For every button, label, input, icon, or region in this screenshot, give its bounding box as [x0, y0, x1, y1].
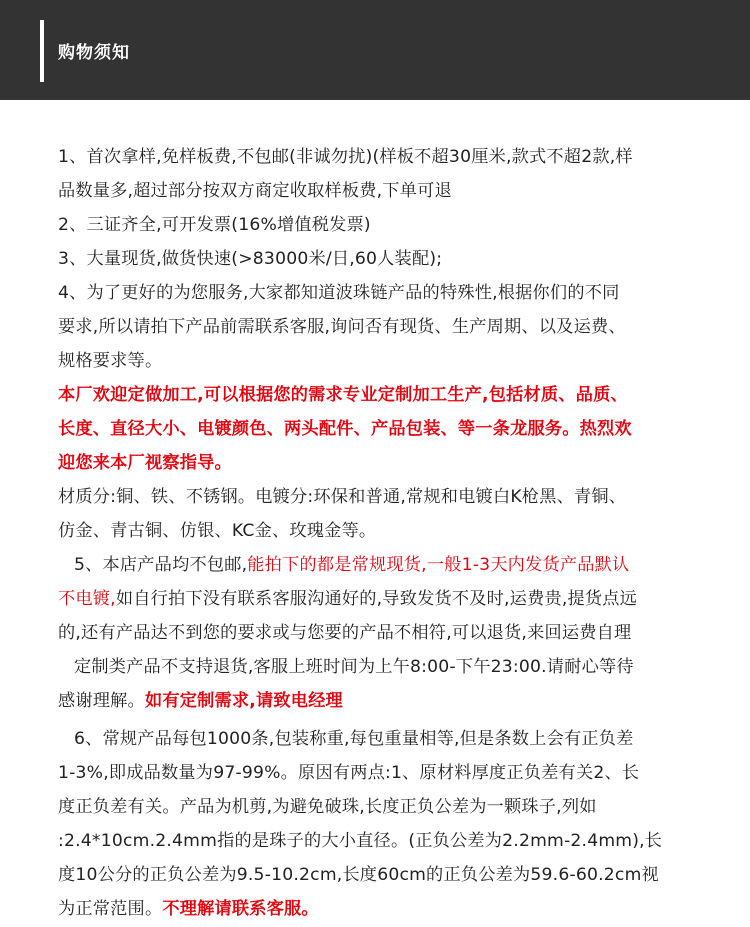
item-5-line-3: 的,还有产品达不到您的要求或与您要的产品不相符,可以退货,来回运费自理 [58, 623, 632, 643]
item-5-line-4: 定制类产品不支持退货,客服上班时间为上午8:00-下午23:00.请耐心等待 [74, 657, 634, 677]
item-5-line-2-highlight: 不电镀, [58, 589, 116, 609]
item-6-line-2: 1-3%,即成品数量为97-99%。原因有两点:1、原材料厚度正负差有关2、长 [58, 763, 640, 783]
item-6-line-5: 度10公分的正负公差为9.5-10.2cm,长度60cm的正负公差为59.6-60.2cm视 [58, 865, 659, 885]
item-5-line-1 [58, 548, 698, 582]
item-2: 2、三证齐全,可开发票(16%增值税发票) [58, 215, 371, 235]
item-5-line-1-text: 5、本店产品均不包邮, [74, 555, 248, 575]
material-line-2: 仿金、青古铜、仿银、KC金、玫瑰金等。 [58, 521, 377, 541]
header-accent-bar [40, 20, 44, 82]
material-line-1: 材质分:铜、铁、不锈钢。电镀分:环保和普通,常规和电镀白K枪黑、青铜、 [58, 487, 627, 507]
item-4-line-2: 要求,所以请拍下产品前需联系客服,询问否有现货、生产周期、以及运费、 [58, 317, 626, 337]
item-3: 3、大量现货,做货快速(>83000米/日,60人装配); [58, 249, 443, 269]
item-1-line-2: 品数量多,超过部分按双方商定收取样板费,下单可退 [58, 181, 452, 201]
item-6-line-6 [58, 892, 698, 926]
item-6-line-4: :2.4*10cm.2.4mm指的是珠子的大小直径。(正负公差为2.2mm-2.4mm),长 [58, 831, 663, 851]
item-6-line-6-text: 为正常范围。 [58, 899, 163, 919]
custom-service-line-3: 迎您来本厂视察指导。 [58, 453, 232, 473]
item-5-line-2-text: 如自行拍下没有联系客服沟通好的,导致发货不及时,运费贵,提货点远 [115, 589, 638, 609]
item-5-line-1-highlight: 能拍下的都是常规现货,一般1-3天内发货产品默认 [247, 555, 630, 575]
item-1-line-1: 1、首次拿样,免样板费,不包邮(非诚勿扰)(样板不超30厘米,款式不超2款,样 [58, 147, 633, 167]
item-5-line-5-highlight: 如有定制需求,请致电经理 [144, 691, 343, 711]
custom-service-line-2: 长度、直径大小、电镀颜色、两头配件、产品包装、等一条龙服务。热烈欢 [58, 419, 632, 439]
header-banner [0, 0, 750, 100]
item-5-line-5 [58, 684, 698, 718]
item-6-line-6-highlight: 不理解请联系客服。 [162, 899, 319, 919]
custom-service-line-1: 本厂欢迎定做加工,可以根据您的需求专业定制加工生产,包括材质、品质、 [58, 385, 628, 405]
notice-content [58, 140, 698, 926]
item-5-line-5-text: 感谢理解。 [58, 691, 145, 711]
item-6-line-3: 度正负差有关。产品为机剪,为避免破珠,长度正负公差为一颗珠子,列如 [58, 797, 597, 817]
item-4-line-1: 4、为了更好的为您服务,大家都知道波珠链产品的特殊性,根据你们的不同 [58, 283, 620, 303]
item-4-line-3: 规格要求等。 [58, 351, 163, 371]
item-5-line-2 [58, 582, 698, 616]
page-title: 购物须知 [58, 43, 130, 63]
item-6-line-1: 6、常规产品每包1000条,包装称重,每包重量相等,但是条数上会有正负差 [74, 729, 634, 749]
